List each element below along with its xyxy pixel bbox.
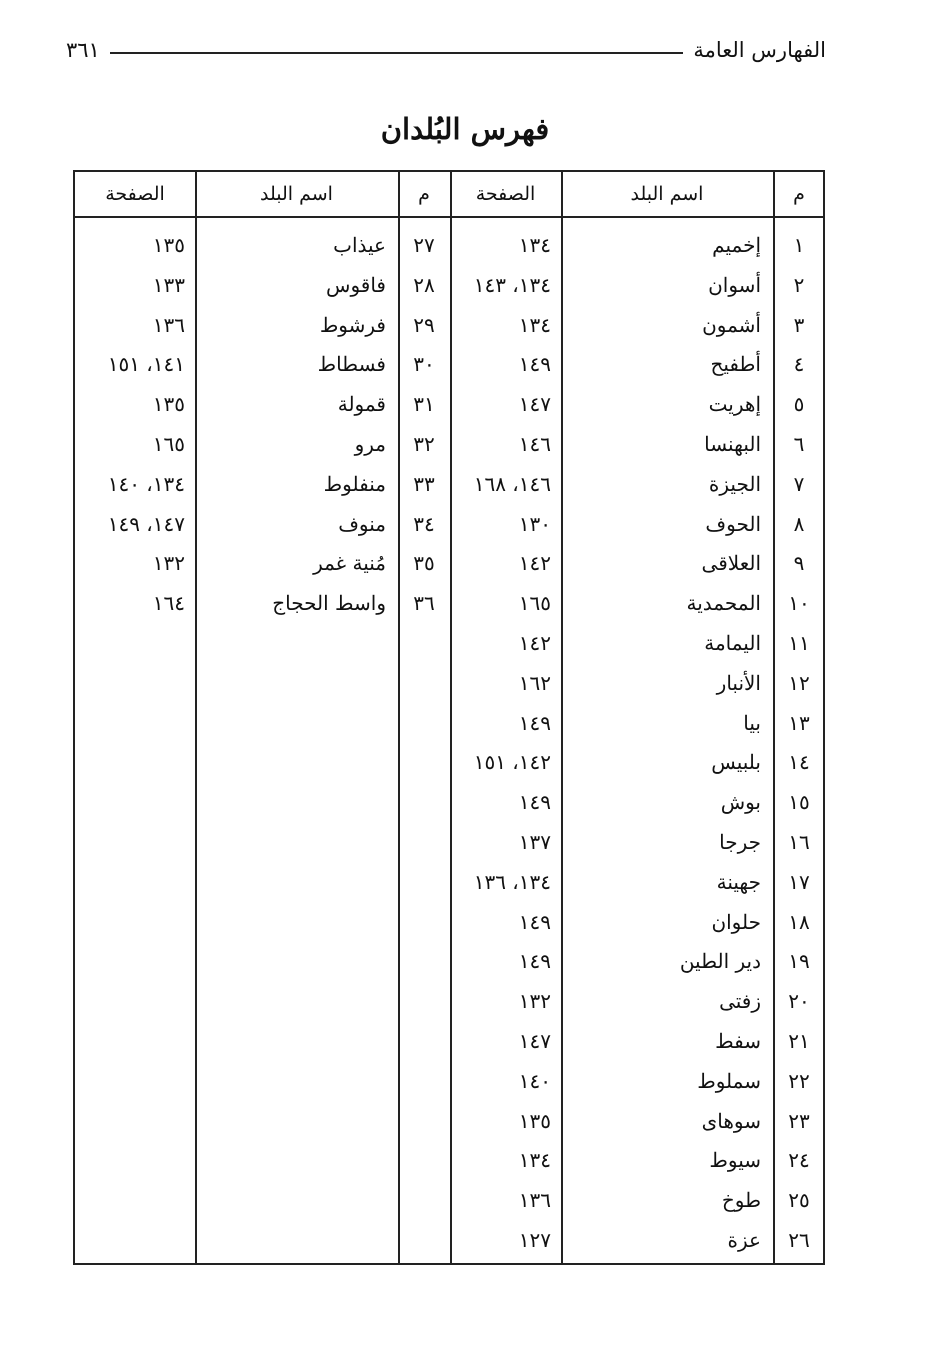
cell-page: ١٤٩	[518, 790, 551, 815]
cell-name: سيوط	[709, 1148, 761, 1173]
cell-name: دير الطين	[679, 949, 761, 974]
cell-num: ١٨	[788, 909, 810, 934]
cell-page: ١٣٧	[518, 830, 551, 854]
cell-num: ٣٥	[413, 551, 435, 576]
cell-name: منوف	[338, 511, 386, 536]
cell-name: فاقوس	[326, 272, 386, 297]
header-rule	[110, 52, 684, 54]
cell-num: ٢٩	[413, 312, 435, 337]
cell-num: ٢٣	[788, 1108, 810, 1133]
cell-page: ١٣٢	[518, 989, 551, 1014]
cell-num: ٩	[793, 551, 805, 576]
cell-num: ١	[793, 233, 805, 257]
cell-num: ١٢	[788, 670, 810, 695]
header-num-right: م	[793, 183, 805, 205]
cell-page: ١٣٢	[152, 551, 185, 576]
cell-name: العلاقى	[701, 551, 761, 576]
cell-name: حلوان	[711, 909, 761, 934]
cell-name: إهريت	[708, 392, 761, 417]
cell-name: الجيزة	[708, 471, 761, 496]
cell-num: ٨	[793, 511, 805, 536]
header-page-left: الصفحة	[105, 183, 165, 205]
cell-num: ٤	[793, 352, 805, 377]
cell-page: ١٣٣	[152, 272, 185, 297]
cell-page: ١٤٦، ١٦٨	[473, 471, 551, 496]
header-num-left: م	[418, 183, 430, 205]
cell-page: ١٤٩	[518, 710, 551, 735]
cell-name: طوخ	[721, 1188, 761, 1213]
cell-num: ٣٤	[413, 511, 435, 536]
cell-num: ٧	[793, 471, 805, 496]
cell-page: ١٦٥	[152, 432, 185, 456]
cell-name: اليمامة	[704, 631, 761, 655]
cell-name: أسوان	[708, 272, 761, 297]
cell-page: ١٣٤، ١٣٦	[473, 869, 551, 894]
cell-page: ١٣٥	[152, 392, 185, 417]
cell-page: ١٤٧، ١٤٩	[107, 511, 185, 536]
cell-num: ٢١	[788, 1029, 810, 1053]
header-name-right: اسم البلد	[630, 183, 704, 205]
cell-page: ١٤٢	[518, 631, 551, 655]
cell-page: ١٣٦	[152, 312, 185, 337]
cell-num: ١٧	[788, 869, 810, 894]
cell-page: ١٣٤، ١٤٠	[107, 471, 185, 496]
cell-num: ١١	[788, 631, 810, 655]
cell-page: ١٣٤	[518, 233, 551, 257]
cell-page: ١٣٦	[518, 1188, 551, 1213]
cell-num: ٣٢	[413, 432, 435, 456]
header-page-right: الصفحة	[475, 183, 536, 205]
header-name-left: اسم البلد	[260, 183, 333, 205]
cell-num: ٦	[793, 432, 805, 456]
cell-num: ١٠	[788, 591, 810, 616]
cell-name: سوهاى	[701, 1108, 761, 1133]
cell-name: زفتى	[719, 989, 761, 1014]
cell-name: أطفيح	[710, 352, 761, 377]
cell-name: جرجا	[719, 830, 761, 854]
cell-name: قمولة	[337, 392, 386, 417]
cell-name: جهينة	[716, 869, 761, 894]
cell-name: فرشوط	[319, 312, 386, 337]
cell-page: ١٤١، ١٥١	[107, 352, 185, 377]
cell-name: البهنسا	[704, 432, 761, 456]
cell-num: ١٤	[788, 750, 810, 775]
cell-page: ١٣٤	[518, 1148, 551, 1173]
cell-name: عزة	[727, 1228, 761, 1252]
running-header	[66, 30, 826, 70]
cell-name: أشمون	[702, 312, 761, 337]
cell-name: فسطاط	[317, 352, 386, 377]
cell-page: ١٣٥	[152, 233, 185, 257]
cell-name: بيا	[743, 710, 761, 735]
cell-name: الأنبار	[716, 670, 761, 695]
cell-num: ٣٣	[413, 471, 435, 496]
cell-name: إخميم	[712, 233, 761, 257]
cell-page: ١٣٥	[518, 1108, 551, 1133]
cell-name: سملوط	[697, 1068, 761, 1093]
cell-name: عيذاب	[333, 233, 386, 257]
cell-name: المحمدية	[686, 591, 761, 616]
cell-page: ١٤٩	[518, 352, 551, 377]
cell-name: الحوف	[705, 511, 761, 536]
page-number: ٣٦١	[66, 38, 100, 62]
cell-num: ٣١	[413, 392, 435, 417]
cell-page: ١٣٤	[518, 312, 551, 337]
cell-page: ١٣٠	[518, 511, 551, 536]
cell-num: ١٣	[788, 710, 810, 735]
cell-num: ٥	[793, 392, 805, 417]
cell-page: ١٦٢	[518, 670, 551, 695]
cell-num: ١٥	[788, 790, 810, 815]
cell-name: بوش	[720, 790, 761, 815]
cell-page: ١٤٢، ١٥١	[473, 750, 551, 775]
cell-page: ١٢٧	[518, 1228, 551, 1252]
section-title: الفهارس العامة	[693, 38, 826, 62]
cell-page: ١٦٥	[518, 591, 551, 616]
cell-page: ١٦٤	[152, 591, 185, 616]
cell-page: ١٤٠	[518, 1068, 551, 1093]
cell-num: ٢٥	[788, 1188, 810, 1213]
places-index-table	[73, 170, 825, 1265]
cell-name: مرو	[354, 432, 386, 456]
cell-name: سفط	[715, 1029, 761, 1053]
cell-num: ١٦	[788, 830, 810, 854]
header-divider	[75, 216, 823, 218]
cell-name: واسط الحجاج	[272, 591, 386, 616]
cell-num: ٢٧	[413, 233, 435, 257]
cell-num: ١٩	[788, 949, 810, 974]
cell-num: ٢٢	[788, 1068, 810, 1093]
cell-num: ٢٨	[413, 272, 435, 297]
page-title: فهرس البُلدان	[380, 112, 550, 146]
cell-page: ١٤٧	[518, 392, 551, 417]
cell-num: ٢	[793, 272, 805, 297]
cell-name: بلبيس	[711, 750, 761, 775]
cell-page: ١٤٩	[518, 949, 551, 974]
cell-name: منفلوط	[323, 471, 386, 496]
cell-name: مُنية غمر	[313, 551, 386, 576]
cell-page: ١٤٦	[518, 432, 551, 456]
cell-num: ٣	[793, 312, 805, 337]
cell-page: ١٤٩	[518, 909, 551, 934]
cell-num: ٢٠	[788, 989, 810, 1014]
cell-num: ٣٦	[413, 591, 435, 616]
cell-num: ٣٠	[413, 352, 435, 377]
cell-num: ٢٤	[788, 1148, 810, 1173]
cell-page: ١٤٧	[518, 1029, 551, 1053]
cell-page: ١٤٢	[518, 551, 551, 576]
cell-num: ٢٦	[788, 1228, 810, 1252]
cell-page: ١٣٤، ١٤٣	[473, 272, 551, 297]
